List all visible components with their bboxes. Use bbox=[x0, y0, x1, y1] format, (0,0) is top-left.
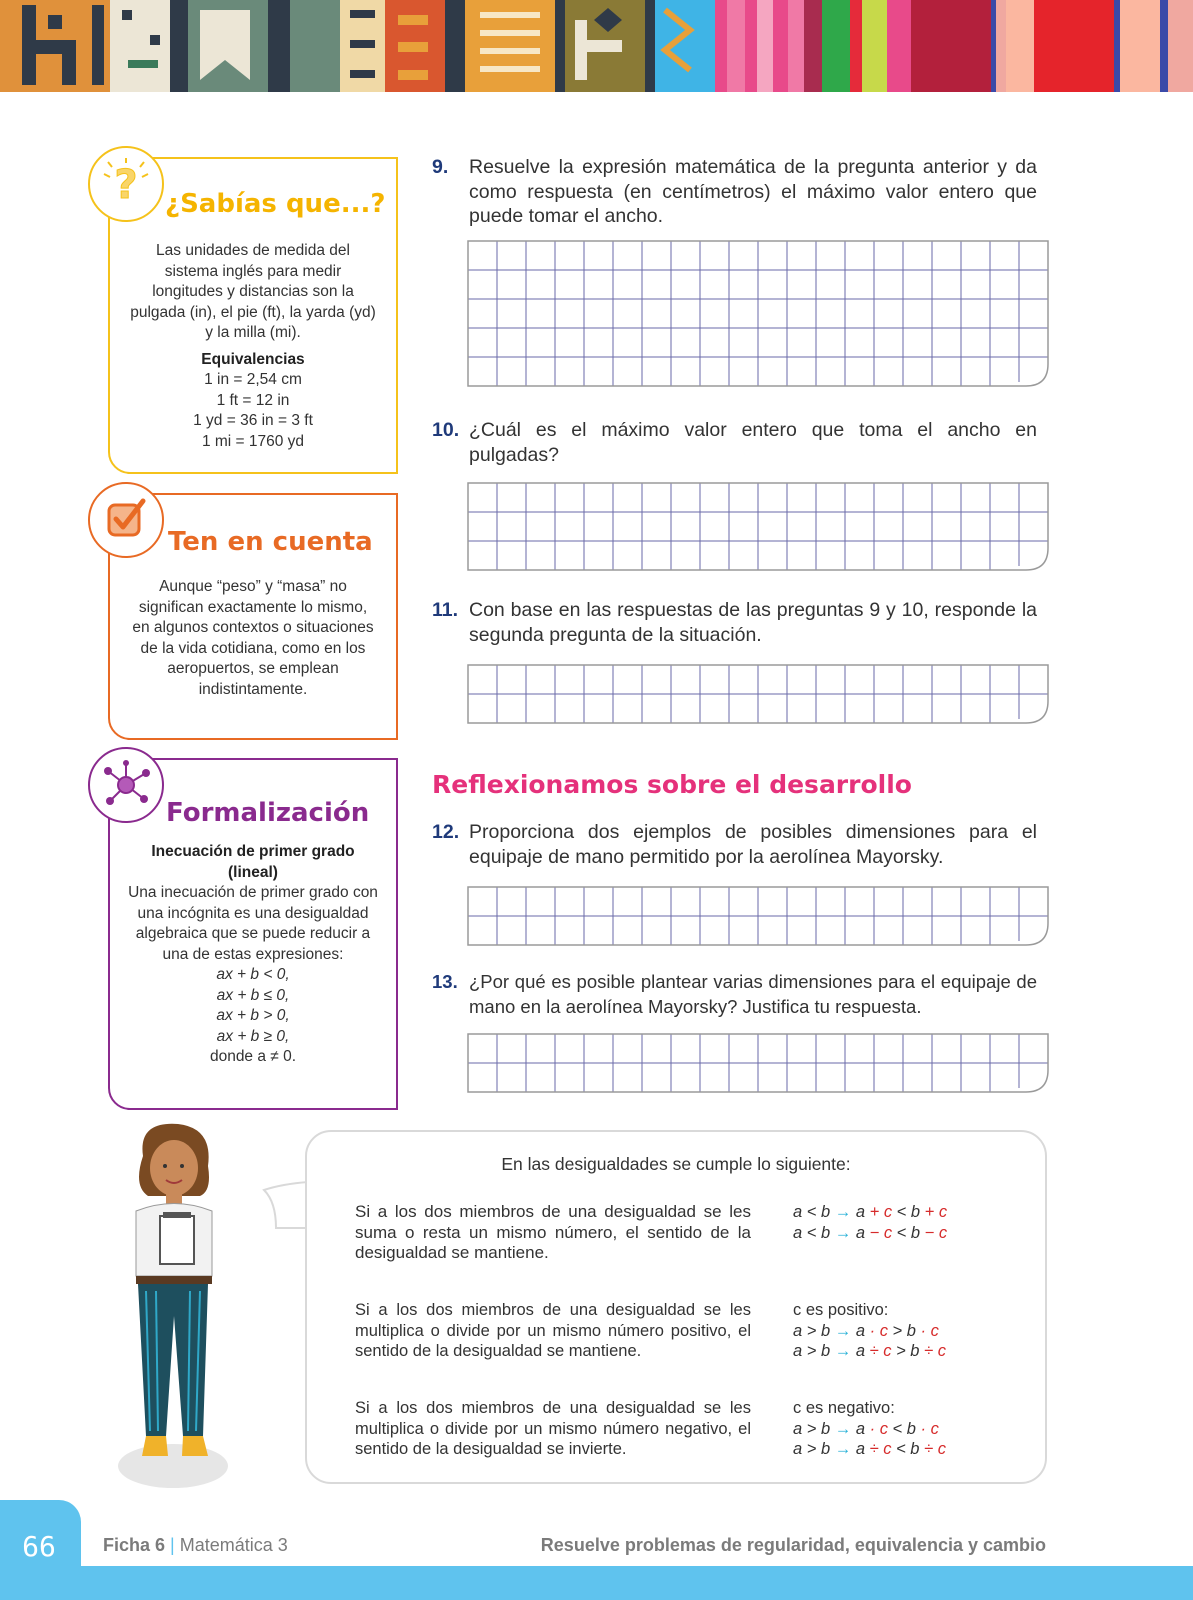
equivalence-1: 1 in = 2,54 cm bbox=[204, 371, 302, 388]
sabias-icon-circle bbox=[88, 146, 164, 222]
answer-grid-11[interactable] bbox=[467, 664, 1048, 724]
question-number: 13. bbox=[432, 971, 458, 992]
question-number: 9. bbox=[432, 156, 449, 178]
question-9 bbox=[432, 155, 1037, 235]
question-11 bbox=[432, 598, 1037, 650]
equivalence-2: 1 ft = 12 in bbox=[216, 391, 290, 409]
footer-ficha-label: Ficha 6 bbox=[103, 1535, 166, 1555]
molecule-icon bbox=[96, 755, 156, 815]
footer-bar bbox=[0, 1566, 1193, 1600]
ten-en-cuenta-title: Ten en cuenta bbox=[168, 527, 373, 557]
ten-en-cuenta-text: Aunque “peso” y “masa” no significan exactamente lo mismo, en algunos contextos o situaciones de la vida cotidiana, como en los aeropuertos, se emplean indistintamente. bbox=[132, 578, 374, 698]
answer-grid-13[interactable] bbox=[467, 1033, 1048, 1093]
question-10 bbox=[432, 418, 1037, 470]
formalizacion-icon-circle bbox=[88, 747, 164, 823]
inequality-properties-bubble bbox=[305, 1130, 1047, 1484]
sabias-body bbox=[128, 241, 378, 452]
answer-grid-9[interactable] bbox=[467, 240, 1048, 387]
ten-en-cuenta-box bbox=[108, 493, 398, 740]
rule-2-text: Si a los dos miembros de una desigualdad se les multiplica o divide por un mismo número positivo, el sentido de la desigualdad se mantiene. bbox=[355, 1301, 751, 1360]
answer-grid-10[interactable] bbox=[467, 482, 1048, 571]
formalizacion-subtitle: Inecuación de primer grado (lineal) bbox=[151, 843, 355, 881]
sabias-text: Las unidades de medida del sistema inglés para medir longitudes y distancias son la pulgada (in), el pie (ft), la yarda (yd) y la milla (mi). bbox=[130, 242, 376, 341]
expression-3: ax + b > 0, bbox=[216, 1007, 290, 1024]
formalizacion-title: Formalización bbox=[166, 798, 370, 828]
rule-2-label: c es positivo: bbox=[793, 1301, 889, 1319]
formalizacion-box bbox=[108, 758, 398, 1110]
ten-en-cuenta-icon-circle bbox=[88, 482, 164, 558]
rule-3-text: Si a los dos miembros de una desigualdad se les multiplica o divide por un mismo número negativo, el sentido de la desigualdad se invierte. bbox=[355, 1399, 751, 1458]
equivalences-title: Equivalencias bbox=[201, 350, 305, 368]
checkbox-icon bbox=[101, 495, 151, 545]
bubble-title: En las desigualdades se cumple lo siguiente: bbox=[501, 1154, 851, 1174]
math-line: a < b → a + c < b + c bbox=[793, 1203, 948, 1221]
question-13 bbox=[432, 970, 1037, 1022]
rule-3-label: c es negativo: bbox=[793, 1399, 895, 1417]
section-title: Reflexionamos sobre el desarrollo bbox=[432, 770, 912, 799]
equivalence-3: 1 yd = 36 in = 3 ft bbox=[193, 412, 313, 429]
question-12 bbox=[432, 820, 1037, 872]
rule-1-math bbox=[793, 1202, 1023, 1243]
question-text: Con base en las respuestas de las preguntas 9 y 10, responde la segunda pregunta de la situación. bbox=[469, 599, 1037, 646]
question-text: Resuelve la expresión matemática de la pregunta anterior y da como respuesta (en centímetros) el máximo valor entero que puede tomar el ancho. bbox=[469, 156, 1037, 227]
expression-2: ax + b ≤ 0, bbox=[216, 986, 290, 1004]
question-number: 11. bbox=[432, 599, 459, 621]
sabias-title: ¿Sabías que...? bbox=[165, 189, 386, 219]
answer-grid-12[interactable] bbox=[467, 886, 1048, 946]
footer-ficha bbox=[103, 1535, 288, 1556]
formalizacion-condition: donde a ≠ 0. bbox=[209, 1048, 297, 1065]
question-text: Proporciona dos ejemplos de posibles dimensiones para el equipaje de mano permitido por la aerolínea Mayorsky. bbox=[469, 821, 1037, 868]
question-number: 10. bbox=[432, 419, 460, 441]
question-mark-icon bbox=[96, 154, 156, 214]
sabias-que-box bbox=[108, 157, 398, 474]
expression-4: ax + b ≥ 0, bbox=[216, 1027, 290, 1045]
girl-illustration bbox=[108, 1116, 238, 1506]
page-number: 66 bbox=[22, 1530, 56, 1563]
svg-text:?: ? bbox=[114, 162, 138, 208]
question-text: ¿Por qué es posible plantear varias dimensiones para el equipaje de mano en la aerolínea Mayorsky? Justifica tu respuesta. bbox=[469, 971, 1037, 1017]
question-number: 12. bbox=[432, 821, 460, 843]
rule-2-math bbox=[793, 1300, 1023, 1362]
rule-3-math bbox=[793, 1398, 1023, 1460]
rule-1-text: Si a los dos miembros de una desigualdad se les suma o resta un mismo número, el sentido de la desigualdad se mantiene. bbox=[355, 1202, 751, 1262]
expression-1: ax + b < 0, bbox=[216, 966, 290, 983]
math-line: a > b → a · c < b · c bbox=[793, 1419, 939, 1438]
footer-separator: | bbox=[170, 1535, 175, 1555]
footer-subject: Matemática 3 bbox=[179, 1535, 288, 1555]
formalizacion-body bbox=[122, 842, 384, 1068]
math-line: a > b → a ÷ c > b ÷ c bbox=[793, 1342, 946, 1360]
formalizacion-text: Una inecuación de primer grado con una incógnita es una desigualdad algebraica que se puede reducir a una de estas expresiones: bbox=[128, 884, 378, 963]
question-text: ¿Cuál es el máximo valor entero que toma el ancho en pulgadas? bbox=[469, 419, 1037, 466]
math-line: a > b → a · c > b · c bbox=[793, 1321, 939, 1340]
equivalence-4: 1 mi = 1760 yd bbox=[201, 432, 305, 450]
math-line: a > b → a ÷ c < b ÷ c bbox=[793, 1440, 946, 1458]
footer-competence: Resuelve problemas de regularidad, equivalencia y cambio bbox=[540, 1535, 1046, 1555]
decorative-textile-banner bbox=[0, 0, 1193, 92]
math-line: a < b → a − c < b − c bbox=[793, 1223, 948, 1242]
